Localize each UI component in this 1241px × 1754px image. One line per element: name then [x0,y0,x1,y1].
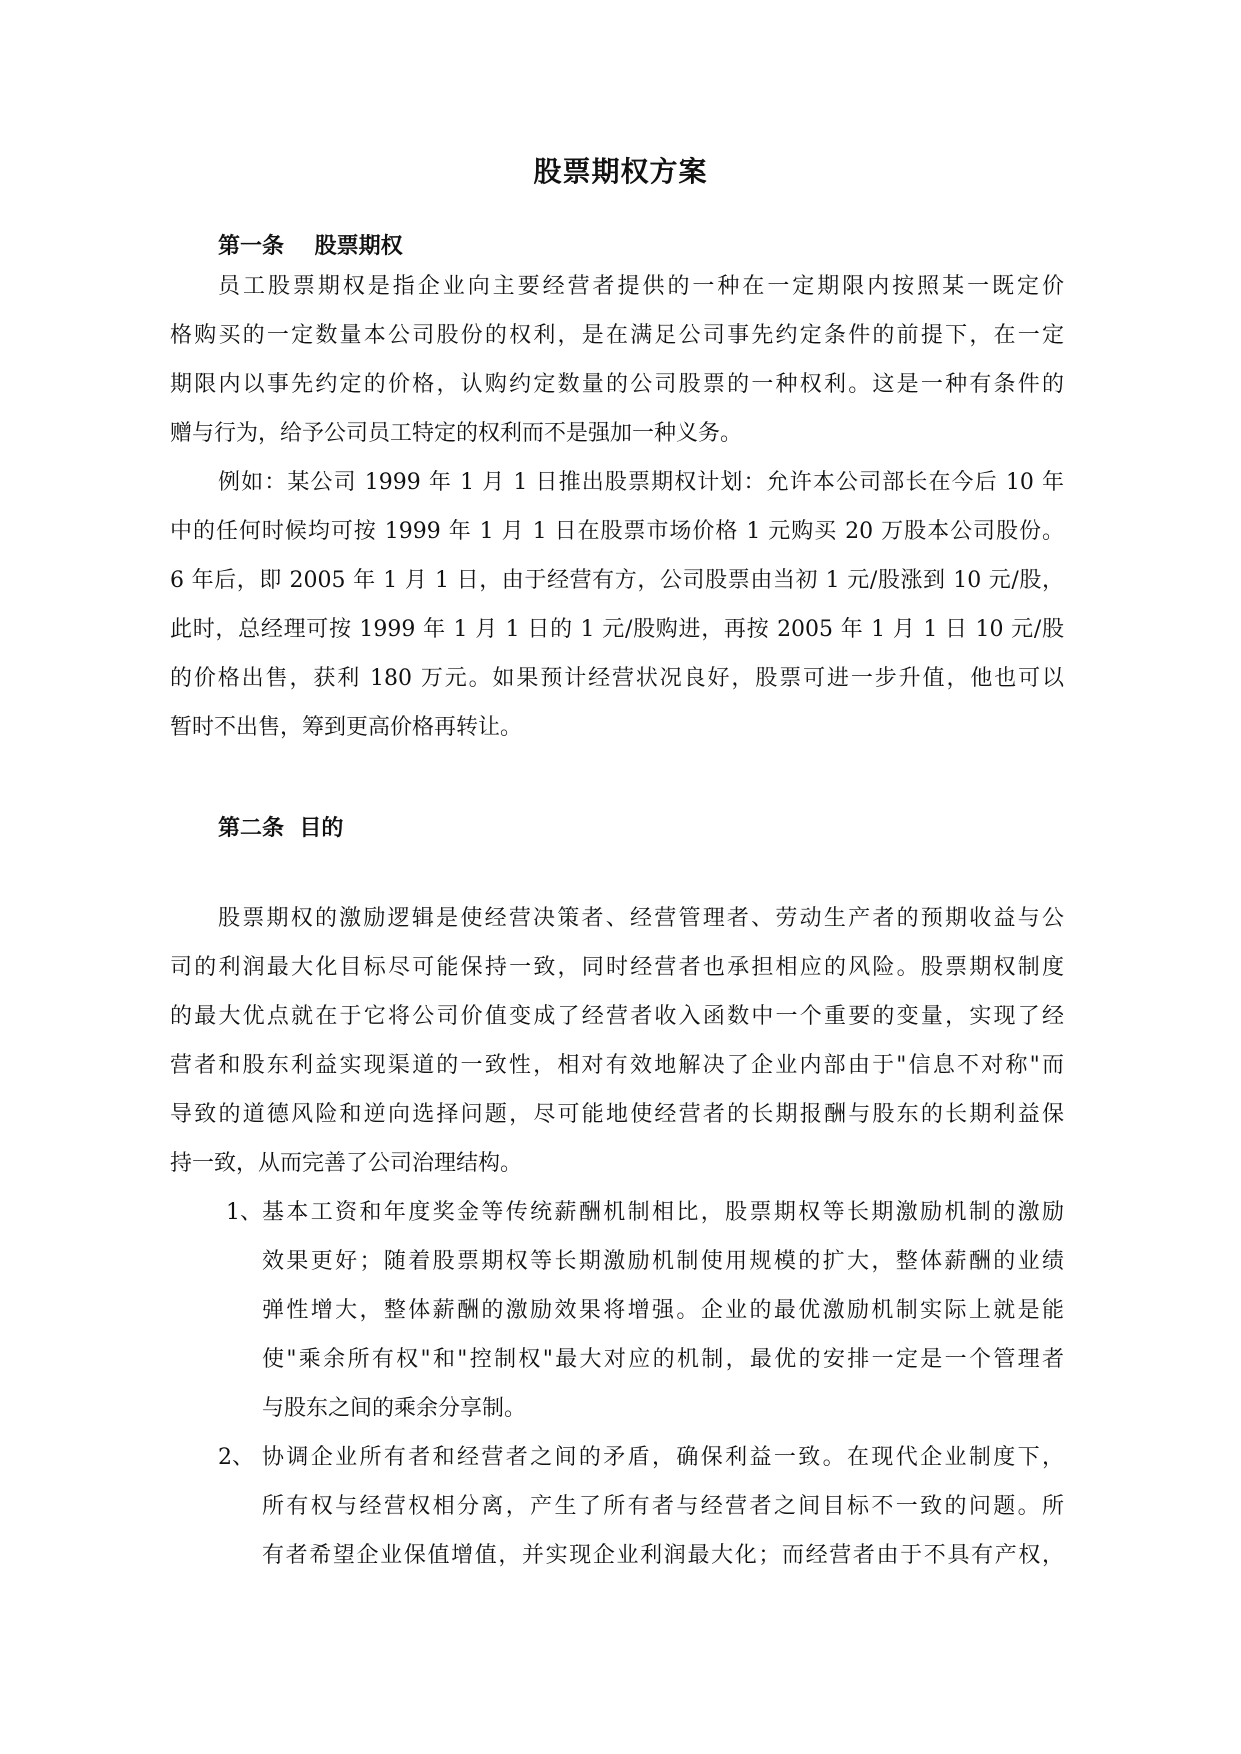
paragraph-line: 的价格出售，获利 180 万元。如果预计经营状况良好，股票可进一步升值，他也可以 [170,666,1064,691]
section-heading-2: 第二条 目的 [218,816,344,841]
paragraph-line: 营者和股东利益实现渠道的一致性，相对有效地解决了企业内部由于"信息不对称"而 [170,1053,1064,1078]
list-item-number: 1、 [226,1200,262,1225]
paragraph-line: 赠与行为，给予公司员工特定的权利而不是强加一种义务。 [170,421,743,446]
paragraph-line: 中的任何时候均可按 1999 年 1 月 1 日在股票市场价格 1 元购买 20 万股本公司股份。 [170,519,1064,544]
document-title: 股票期权方案 [533,155,708,188]
list-item-line: 与股东之间的乘余分享制。 [262,1396,527,1421]
list-item-line: 有者希望企业保值增值，并实现企业利润最大化；而经营者由于不具有产权， [262,1543,1064,1568]
section-heading-1: 第一条 股票期权 [218,234,403,259]
paragraph-line: 导致的道德风险和逆向选择问题，尽可能地使经营者的长期报酬与股东的长期利益保 [170,1102,1064,1127]
list-item-line: 效果更好；随着股票期权等长期激励机制使用规模的扩大，整体薪酬的业绩 [262,1249,1064,1274]
paragraph-line: 司的利润最大化目标尽可能保持一致，同时经营者也承担相应的风险。股票期权制度 [170,955,1064,980]
list-item-line: 使"乘余所有权"和"控制权"最大对应的机制，最优的安排一定是一个管理者 [262,1347,1064,1372]
list-item-line: 基本工资和年度奖金等传统薪酬机制相比，股票期权等长期激励机制的激励 [262,1200,1064,1225]
paragraph-line: 暂时不出售，筹到更高价格再转让。 [170,715,523,740]
paragraph-line: 持一致，从而完善了公司治理结构。 [170,1151,523,1176]
paragraph-line: 股票期权的激励逻辑是使经营决策者、经营管理者、劳动生产者的预期收益与公 [218,906,1064,931]
list-item-line: 弹性增大，整体薪酬的激励效果将增强。企业的最优激励机制实际上就是能 [262,1298,1064,1323]
paragraph-line: 此时，总经理可按 1999 年 1 月 1 日的 1 元/股购进，再按 2005 年 1 月 1 日 10 元/股 [170,617,1064,642]
paragraph-line: 格购买的一定数量本公司股份的权利，是在满足公司事先约定条件的前提下，在一定 [170,323,1064,348]
paragraph-line: 6 年后，即 2005 年 1 月 1 日，由于经营有方，公司股票由当初 1 元/股涨到 10 元/股， [170,568,1064,593]
paragraph-line: 例如：某公司 1999 年 1 月 1 日推出股票期权计划：允许本公司部长在今后 10 年 [218,470,1064,495]
list-item-line: 协调企业所有者和经营者之间的矛盾，确保利益一致。在现代企业制度下， [262,1445,1064,1470]
paragraph-line: 的最大优点就在于它将公司价值变成了经营者收入函数中一个重要的变量，实现了经 [170,1004,1064,1029]
list-item-line: 所有权与经营权相分离，产生了所有者与经营者之间目标不一致的问题。所 [262,1494,1064,1519]
paragraph-line: 员工股票期权是指企业向主要经营者提供的一种在一定期限内按照某一既定价 [218,274,1064,299]
list-item-number: 2、 [218,1445,254,1470]
paragraph-line: 期限内以事先约定的价格，认购约定数量的公司股票的一种权利。这是一种有条件的 [170,372,1064,397]
